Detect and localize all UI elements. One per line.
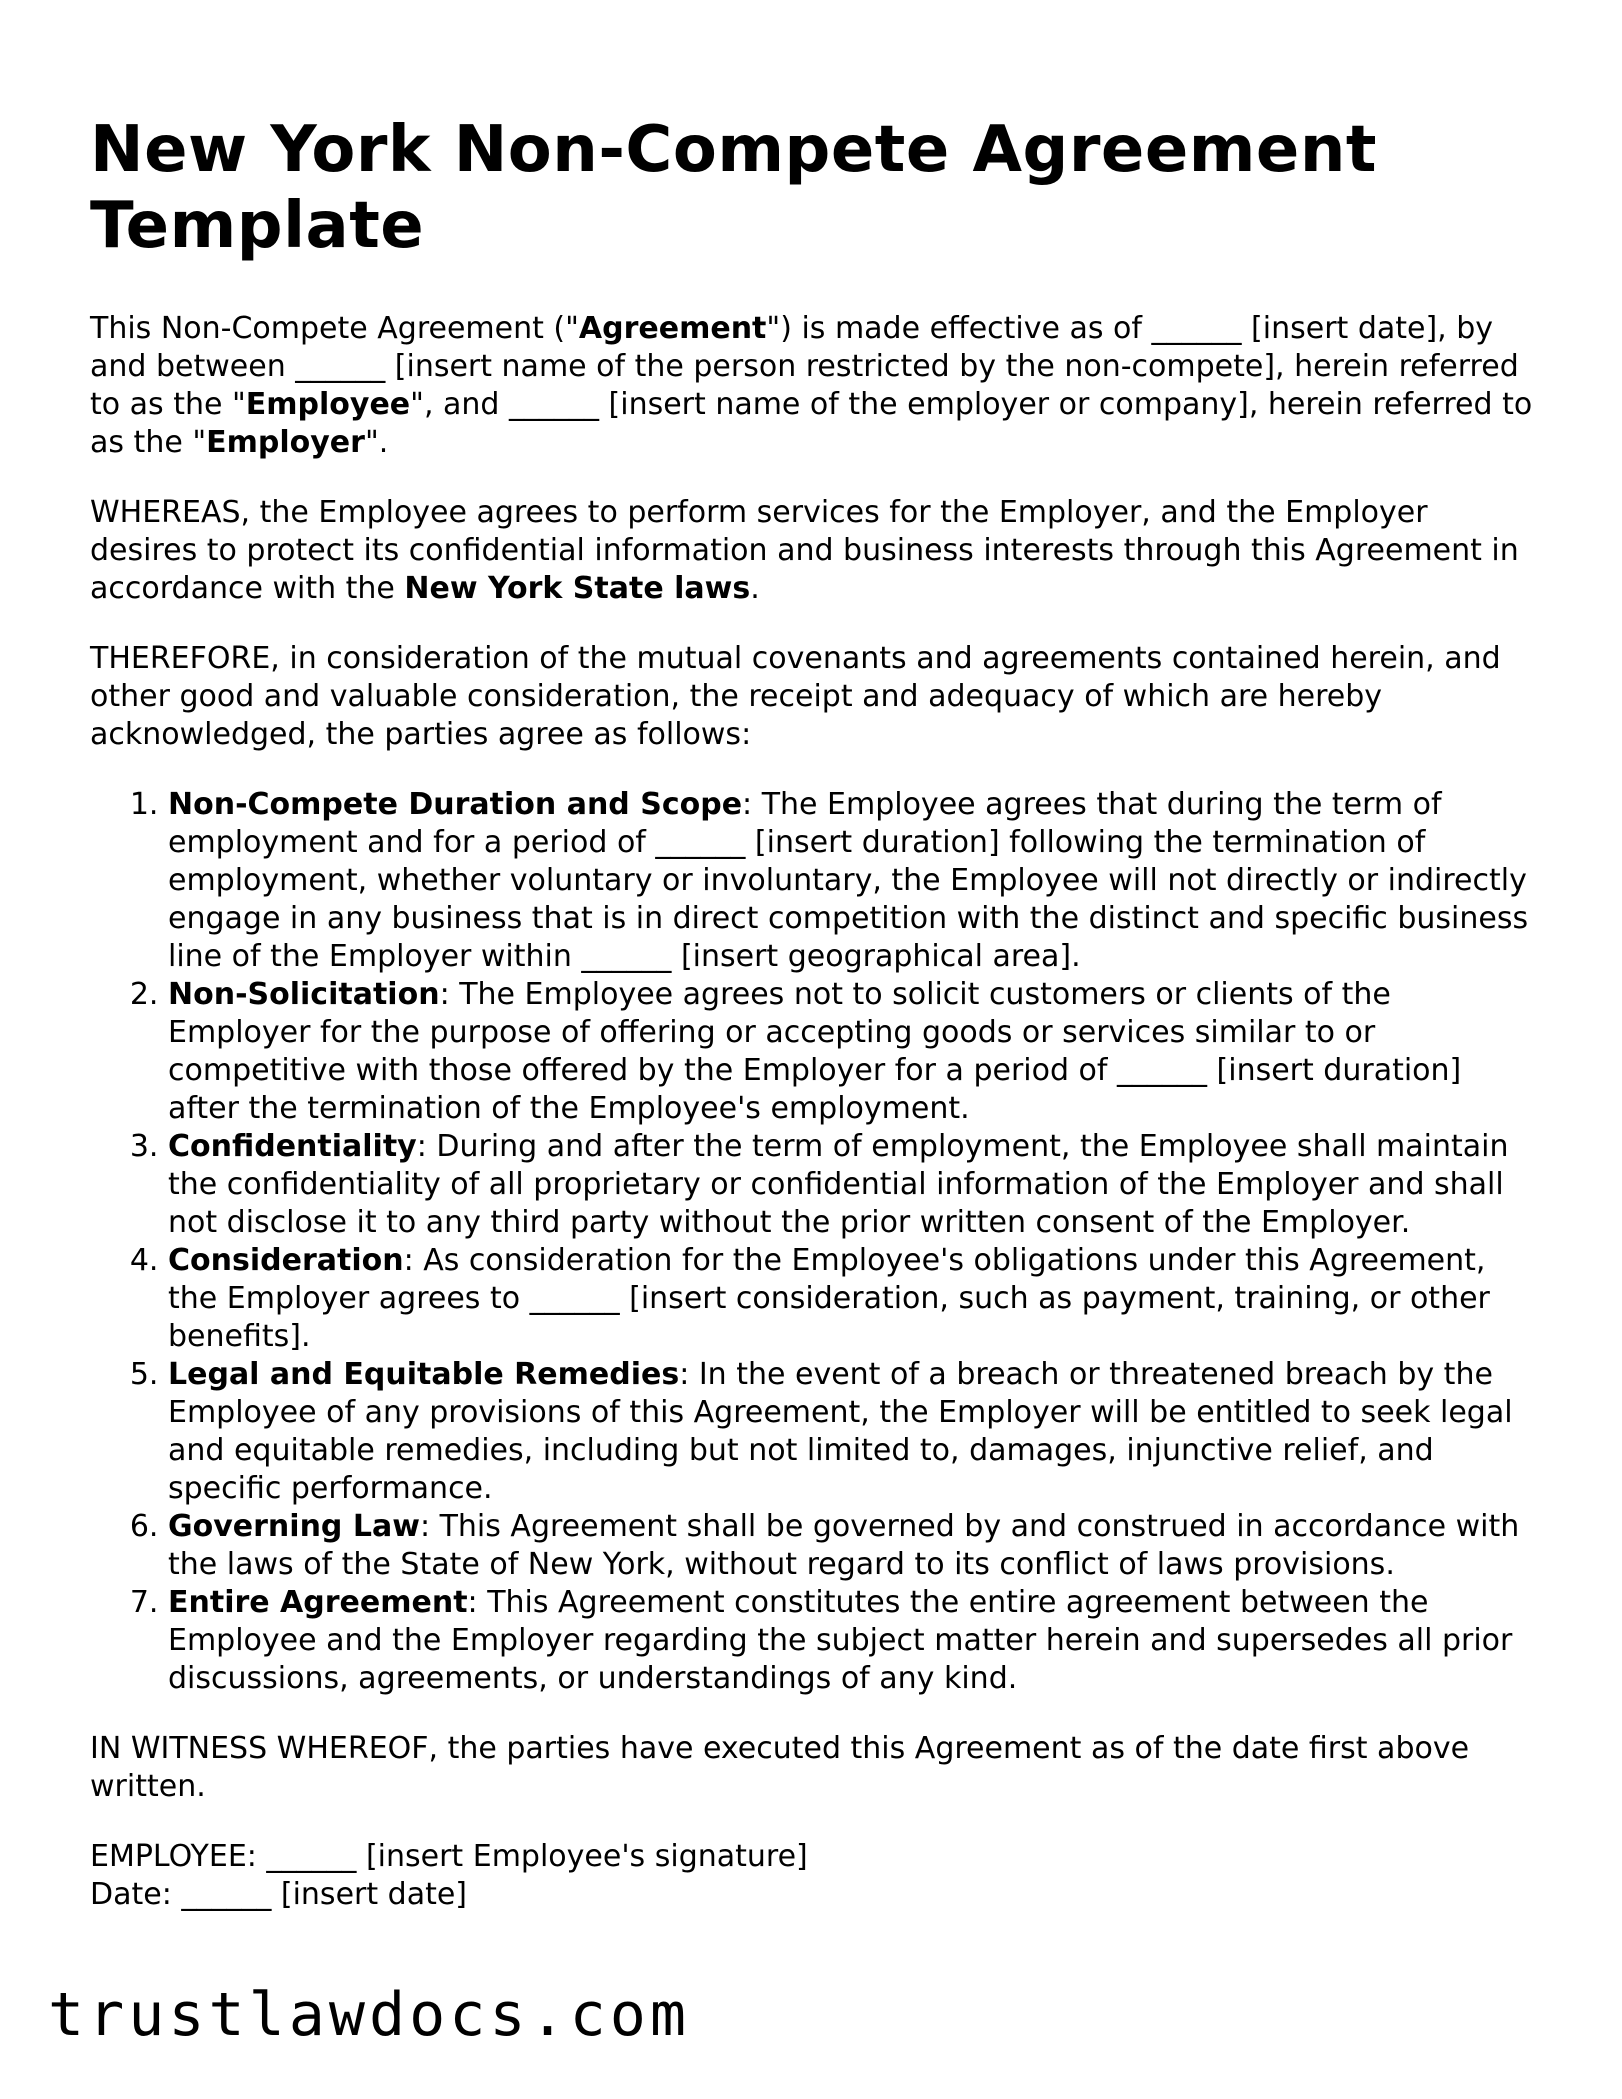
clause-title: Non-Solicitation (168, 977, 440, 1012)
intro-employee-term: Employee (245, 387, 411, 422)
clause-text: : As consideration for the Employee's obligations under this Agreement, the Employer agrees to ______ [insert consideration, such as payment, training, or other benefits]. (168, 1243, 1490, 1354)
watermark-logo: trustlawdocs.com (48, 1980, 690, 2050)
clause-title: Entire Agreement (168, 1585, 468, 1620)
clause-text: : The Employee agrees that during the term of employment and for a period of ______ [insert duration] following the termination of employment, whether voluntary or involuntary, the Employee will not directly or indirectly engage in any business that is in direct competition with the distinct and specific business line of the Employer within ______ [insert geographical area]. (168, 787, 1529, 974)
whereas-text-2: . (750, 571, 760, 606)
whereas-text-1: WHEREAS, the Employee agrees to perform services for the Employer, and the Employer desires to protect its confidential information and business interests through this Agreement in accordance with the (90, 495, 1519, 606)
therefore-paragraph: THEREFORE, in consideration of the mutual covenants and agreements contained herein, and other good and valuable consideration, the receipt and adequacy of which are hereby acknowledged, the parties agree as follows: (90, 641, 1501, 752)
whereas-paragraph (90, 494, 1540, 608)
clause-item (168, 786, 1540, 976)
intro-agreement-term: Agreement (578, 311, 767, 346)
clause-item (168, 1584, 1540, 1698)
intro-text-3: ", and ______ [insert name of the employer or company], herein referred to as the " (90, 387, 1533, 460)
clause-title: Confidentiality (168, 1129, 417, 1164)
clause-item (168, 1356, 1540, 1508)
clause-item (168, 1508, 1540, 1584)
document-page (90, 112, 1540, 1914)
intro-text-1: This Non-Compete Agreement (" (90, 311, 579, 346)
clause-title: Legal and Equitable Remedies (168, 1357, 680, 1392)
intro-employer-term: Employer (206, 425, 365, 460)
clause-text: : The Employee agrees not to solicit customers or clients of the Employer for the purpose of offering or accepting goods or services similar to or competitive with those offered by the Employer for a period of ______ [insert duration] after the termination of the Employee's employment. (168, 977, 1462, 1126)
clause-item (168, 1128, 1540, 1242)
intro-text-4: ". (364, 425, 389, 460)
clause-item (168, 976, 1540, 1128)
whereas-bold-laws: New York State laws (404, 571, 751, 606)
document-title: New York Non-Compete Agreement Template (90, 113, 1377, 263)
clause-item (168, 1242, 1540, 1356)
clause-text: : This Agreement shall be governed by and construed in accordance with the laws of the State of New York, without regard to its conflict of laws provisions. (168, 1509, 1520, 1582)
clause-title: Governing Law (168, 1509, 420, 1544)
clause-text: : This Agreement constitutes the entire agreement between the Employee and the Employer regarding the subject matter herein and supersedes all prior discussions, agreements, or understandings of any kind. (168, 1585, 1513, 1696)
witness-paragraph: IN WITNESS WHEREOF, the parties have executed this Agreement as of the date first above written. (90, 1731, 1470, 1804)
intro-paragraph (90, 310, 1540, 462)
clause-title: Consideration (168, 1243, 404, 1278)
clauses-list (90, 786, 1540, 1698)
clause-title: Non-Compete Duration and Scope (168, 787, 743, 822)
signature-date-line: Date: ______ [insert date] (90, 1877, 468, 1912)
intro-text-2: ") is made effective as of ______ [insert date], by and between ______ [insert name of the person restricted by the non-compete], herein referred to as the " (90, 311, 1519, 422)
clause-text: : During and after the term of employment, the Employee shall maintain the confidentiality of all proprietary or confidential information of the Employer and shall not disclose it to any third party without the prior written consent of the Employer. (168, 1129, 1509, 1240)
employee-signature-line: EMPLOYEE: ______ [insert Employee's signature] (90, 1839, 808, 1874)
clause-text: : In the event of a breach or threatened breach by the Employee of any provisions of this Agreement, the Employer will be entitled to seek legal and equitable remedies, including but not limited to, damages, injunctive relief, and specific performance. (168, 1357, 1513, 1506)
